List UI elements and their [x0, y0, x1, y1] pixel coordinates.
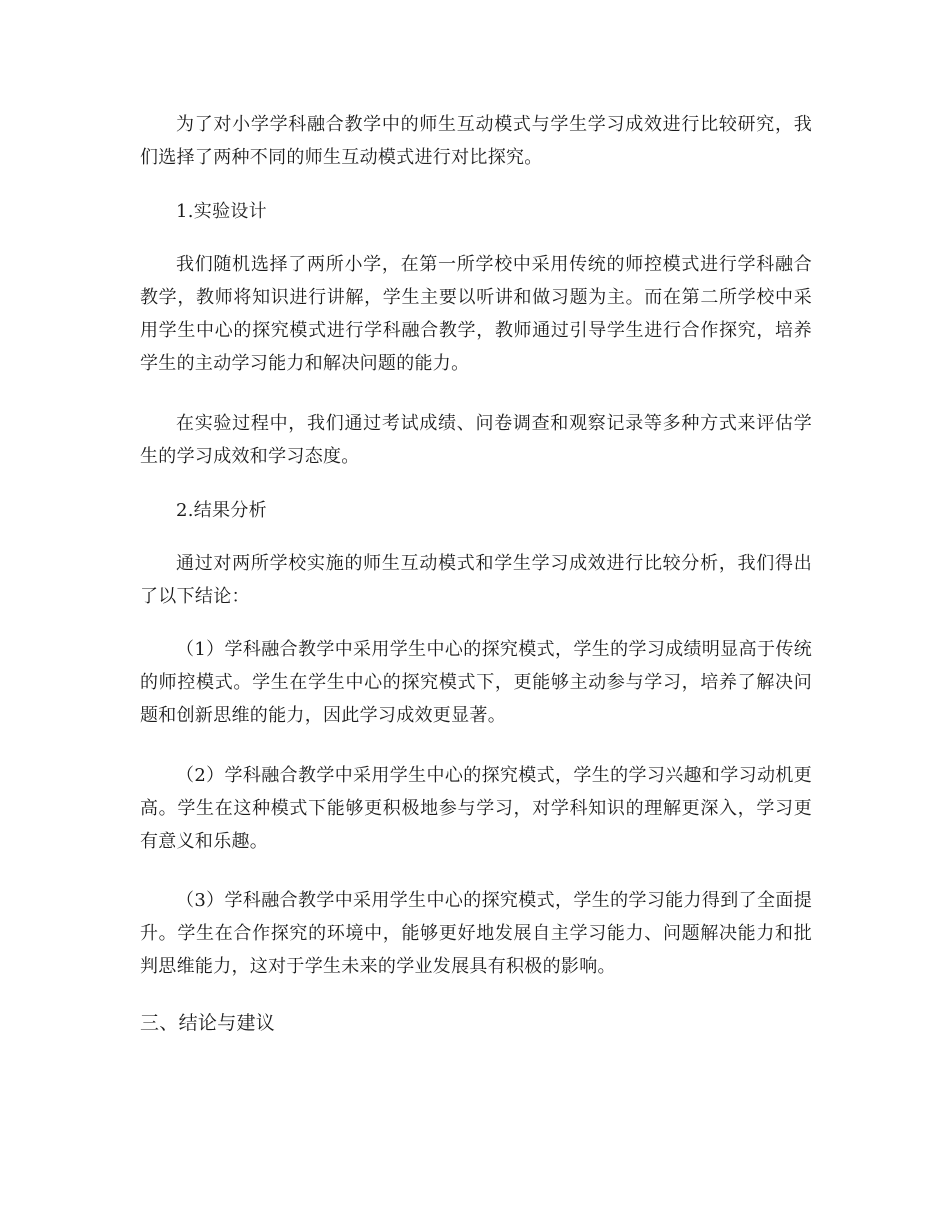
- heading-results-analysis: 2.结果分析: [176, 500, 267, 521]
- design-paragraph-2: 在实验过程中，我们通过考试成绩、问卷调查和观察记录等多种方式来评估学生的学习成效和学习态度。: [140, 413, 812, 467]
- heading-experiment-design: 1.实验设计: [176, 201, 267, 222]
- conclusion-2-paragraph: （2）学科融合教学中采用学生中心的探究模式，学生的学习兴趣和学习动机更高。学生在这种模式下能够更积极地参与学习，对学科知识的理解更深入，学习更有意义和乐趣。: [140, 765, 812, 852]
- conclusion-3-paragraph: （3）学科融合教学中采用学生中心的探究模式，学生的学习能力得到了全面提升。学生在合作探究的环境中，能够更好地发展自主学习能力、问题解决能力和批判思维能力，这对于学生未来的学业发展具有积极的影响。: [140, 890, 812, 977]
- design-paragraph-1: 我们随机选择了两所小学，在第一所学校中采用传统的师控模式进行学科融合教学，教师将知识进行讲解，学生主要以听讲和做习题为主。而在第二所学校中采用学生中心的探究模式进行学科融合教学，教师通过引导学生进行合作探究，培养学生的主动学习能力和解决问题的能力。: [140, 254, 812, 374]
- section-heading-conclusions: 三、结论与建议: [140, 1012, 276, 1034]
- intro-paragraph: 为了对小学学科融合教学中的师生互动模式与学生学习成效进行比较研究，我们选择了两种不同的师生互动模式进行对比探究。: [140, 114, 812, 168]
- conclusion-1-paragraph: （1）学科融合教学中采用学生中心的探究模式，学生的学习成绩明显高于传统的师控模式。学生在学生中心的探究模式下，更能够主动参与学习，培养了解决问题和创新思维的能力，因此学习成效更显著。: [140, 639, 812, 726]
- results-intro-paragraph: 通过对两所学校实施的师生互动模式和学生学习成效进行比较分析，我们得出了以下结论：: [140, 553, 812, 607]
